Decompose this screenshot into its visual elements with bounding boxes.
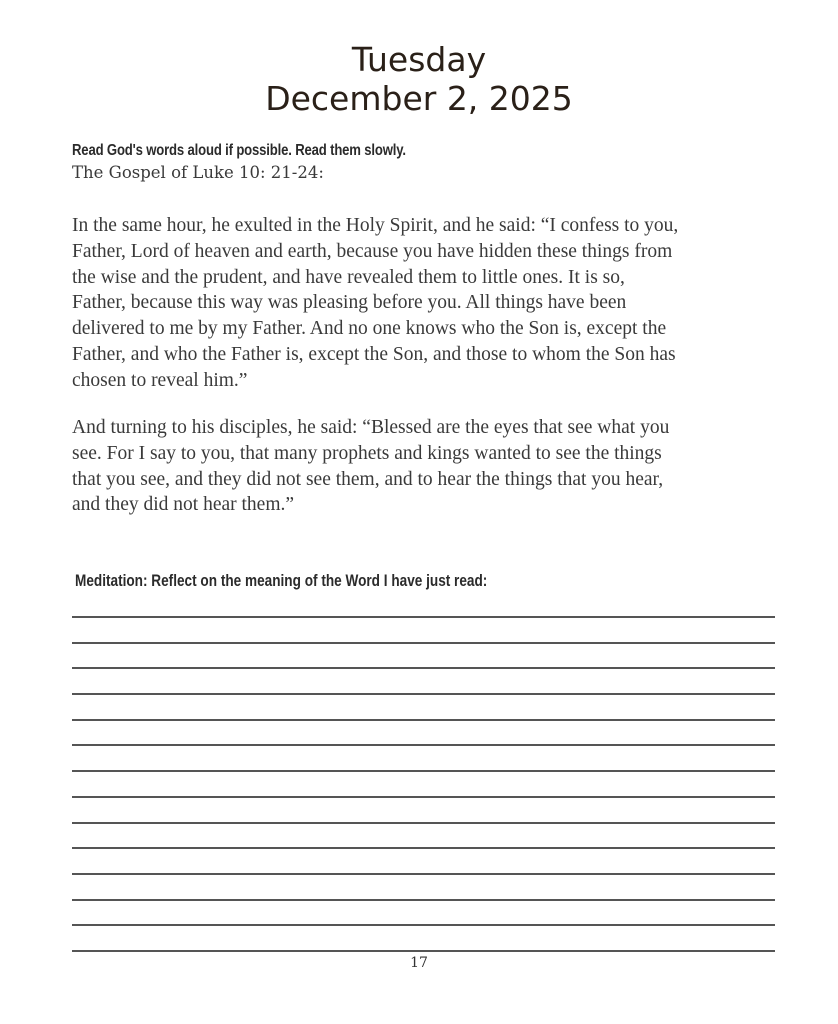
text-line: Father, Lord of heaven and earth, because you have hidden these things from bbox=[72, 240, 673, 262]
text-line: delivered to me by my Father. And no one knows who the Son is, except the bbox=[72, 318, 667, 340]
text-line: In the same hour, he exulted in the Holy Spirit, and he said: “I confess to you, bbox=[72, 215, 679, 236]
writing-line[interactable] bbox=[72, 644, 775, 670]
writing-line[interactable] bbox=[72, 618, 775, 644]
meditation-prompt: Meditation: Reflect on the meaning of the Word I have just read: bbox=[75, 571, 488, 590]
day-heading: Tuesday bbox=[351, 40, 487, 79]
date-heading: December 2, 2025 bbox=[265, 79, 573, 118]
writing-line[interactable] bbox=[72, 926, 775, 952]
page-number: 17 bbox=[410, 955, 428, 971]
writing-line[interactable] bbox=[72, 798, 775, 824]
text-line: chosen to reveal him.” bbox=[72, 369, 248, 391]
writing-line[interactable] bbox=[72, 772, 775, 798]
text-line: and they did not hear them.” bbox=[72, 494, 295, 516]
text-line: Father, and who the Father is, except the Son, and those to whom the Son has bbox=[72, 343, 676, 365]
writing-line[interactable] bbox=[72, 901, 775, 927]
writing-line[interactable] bbox=[72, 849, 775, 875]
writing-line[interactable] bbox=[72, 875, 775, 901]
scripture-paragraph-2 bbox=[72, 415, 772, 518]
writing-line[interactable] bbox=[72, 721, 775, 747]
writing-line[interactable] bbox=[72, 695, 775, 721]
writing-lines bbox=[72, 616, 775, 952]
text-line: see. For I say to you, that many prophets and kings wanted to see the things bbox=[72, 442, 662, 464]
writing-line[interactable] bbox=[72, 669, 775, 695]
writing-line[interactable] bbox=[72, 746, 775, 772]
writing-line[interactable] bbox=[72, 824, 775, 850]
text-line: Father, because this way was pleasing before you. All things have been bbox=[72, 292, 627, 314]
text-line: And turning to his disciples, he said: “Blessed are the eyes that see what you bbox=[72, 417, 670, 438]
text-line: the wise and the prudent, and have revealed them to little ones. It is so, bbox=[72, 266, 625, 288]
text-line: that you see, and they did not see them, and to hear the things that you hear, bbox=[72, 468, 664, 490]
scripture-paragraph-1 bbox=[72, 213, 772, 394]
reading-instruction: Read God's words aloud if possible. Read them slowly. bbox=[72, 142, 406, 159]
scripture-reference: The Gospel of Luke 10: 21-24: bbox=[72, 163, 324, 182]
